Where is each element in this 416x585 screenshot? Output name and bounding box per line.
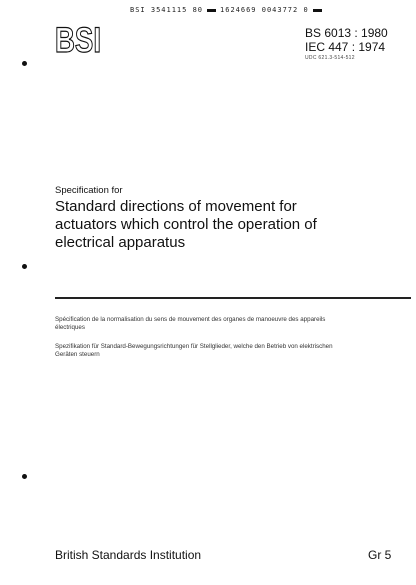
publisher-name: British Standards Institution <box>55 548 202 562</box>
bsi-logo <box>55 21 101 60</box>
divider-rule <box>55 297 411 299</box>
document-code-strip <box>130 6 340 14</box>
punch-hole-mark <box>22 474 27 479</box>
french-title: Spécification de la normalisation du sens de mouvement des organes de manoeuvre des appareils électriques <box>55 316 326 331</box>
code-block-mark <box>313 9 322 12</box>
document-title: Standard directions of movement for actuators which control the operation of electrical apparatus <box>55 198 317 251</box>
iec-number: IEC 447 : 1974 <box>305 40 386 54</box>
punch-hole-mark <box>22 264 27 269</box>
standard-numbers <box>305 26 388 54</box>
german-title: Spezifikation für Standard-Bewegungsrichtungen für Stellglieder, welche den Betrieb von elektrischen Geräten steuern <box>55 343 333 358</box>
document-code-right: 1624669 0043772 0 <box>220 6 309 14</box>
bsi-logo-text: BSI <box>55 21 101 60</box>
document-code-left: BSI 3541115 80 <box>130 6 204 14</box>
spec-for-label: Specification for <box>55 185 123 196</box>
price-group: Gr 5 <box>368 548 392 562</box>
punch-hole-mark <box>22 61 27 66</box>
code-block-mark <box>207 9 216 12</box>
bs-number: BS 6013 : 1980 <box>305 26 388 40</box>
udc-code: UDC 621.3-514-512 <box>305 55 355 61</box>
